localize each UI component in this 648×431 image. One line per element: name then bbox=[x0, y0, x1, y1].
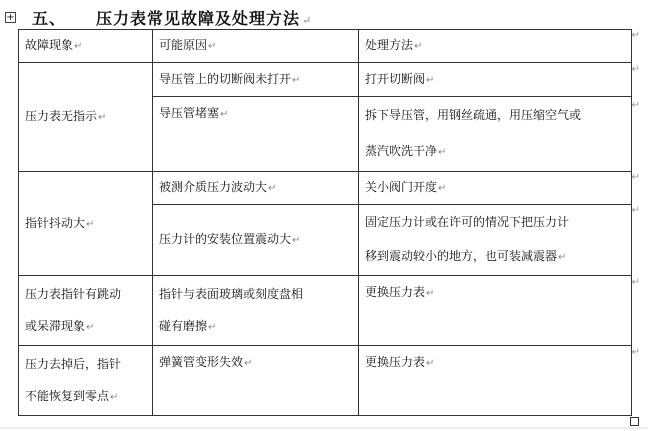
bottom-edge-divider bbox=[0, 427, 648, 429]
cell-phenomenon: 压力表指针有跳动 或呆滞现象↵ bbox=[19, 276, 153, 346]
cell-cause: 导压管堵塞↵ bbox=[153, 97, 359, 172]
row-end-mark-icon: ↵ bbox=[631, 347, 640, 358]
table-row bbox=[19, 172, 632, 205]
cell-method: 关小阀门开度↵ bbox=[359, 172, 632, 205]
cell-method: 打开切断阀↵ bbox=[359, 63, 632, 97]
table-row bbox=[19, 63, 632, 97]
heading-title: 压力表常见故障及处理方法 bbox=[96, 9, 301, 28]
row-end-mark-icon: ↵ bbox=[631, 100, 640, 111]
cell-cause: 导压管上的切断阀未打开↵ bbox=[153, 63, 359, 97]
header-cause: 可能原因↵ bbox=[153, 30, 359, 63]
cell-phenomenon: 压力表无指示↵ bbox=[19, 63, 153, 172]
row-end-mark-icon: ↵ bbox=[631, 30, 640, 41]
cell-method: 更换压力表↵ bbox=[359, 346, 632, 416]
cell-phenomenon: 指针抖动大↵ bbox=[19, 172, 153, 276]
table-anchor-icon[interactable]: + bbox=[6, 12, 15, 23]
cell-cause: 被测介质压力波动大↵ bbox=[153, 172, 359, 205]
row-end-mark-icon: ↵ bbox=[631, 205, 640, 216]
row-end-mark-icon: ↵ bbox=[631, 172, 640, 183]
paragraph-mark-icon: ↵ bbox=[302, 14, 313, 27]
cell-method: 固定压力计或在许可的情况下把压力计 移到震动较小的地方，也可装减震器↵ bbox=[359, 205, 632, 276]
fault-table bbox=[18, 29, 632, 416]
header-phenomenon: 故障现象↵ bbox=[19, 30, 153, 63]
header-method: 处理方法↵ bbox=[359, 30, 632, 63]
table-resize-handle[interactable] bbox=[630, 417, 639, 426]
cell-cause: 指针与表面玻璃或刻度盘相 碰有磨擦↵ bbox=[153, 276, 359, 346]
cell-cause: 压力计的安装位置震动大↵ bbox=[153, 205, 359, 276]
row-end-mark-icon: ↵ bbox=[631, 277, 640, 288]
cell-method: 更换压力表↵ bbox=[359, 276, 632, 346]
cell-method: 拆下导压管，用钢丝疏通，用压缩空气或 蒸汽吹洗干净↵ bbox=[359, 97, 632, 172]
section-heading bbox=[32, 6, 312, 29]
table-row bbox=[19, 276, 632, 346]
table-header-row bbox=[19, 30, 632, 63]
cell-phenomenon: 压力去掉后，指针 不能恢复到零点↵ bbox=[19, 346, 153, 416]
cell-cause: 弹簧管变形失效↵ bbox=[153, 346, 359, 416]
heading-number: 五、 bbox=[32, 9, 67, 28]
row-end-mark-icon: ↵ bbox=[631, 64, 640, 75]
table-row bbox=[19, 346, 632, 416]
